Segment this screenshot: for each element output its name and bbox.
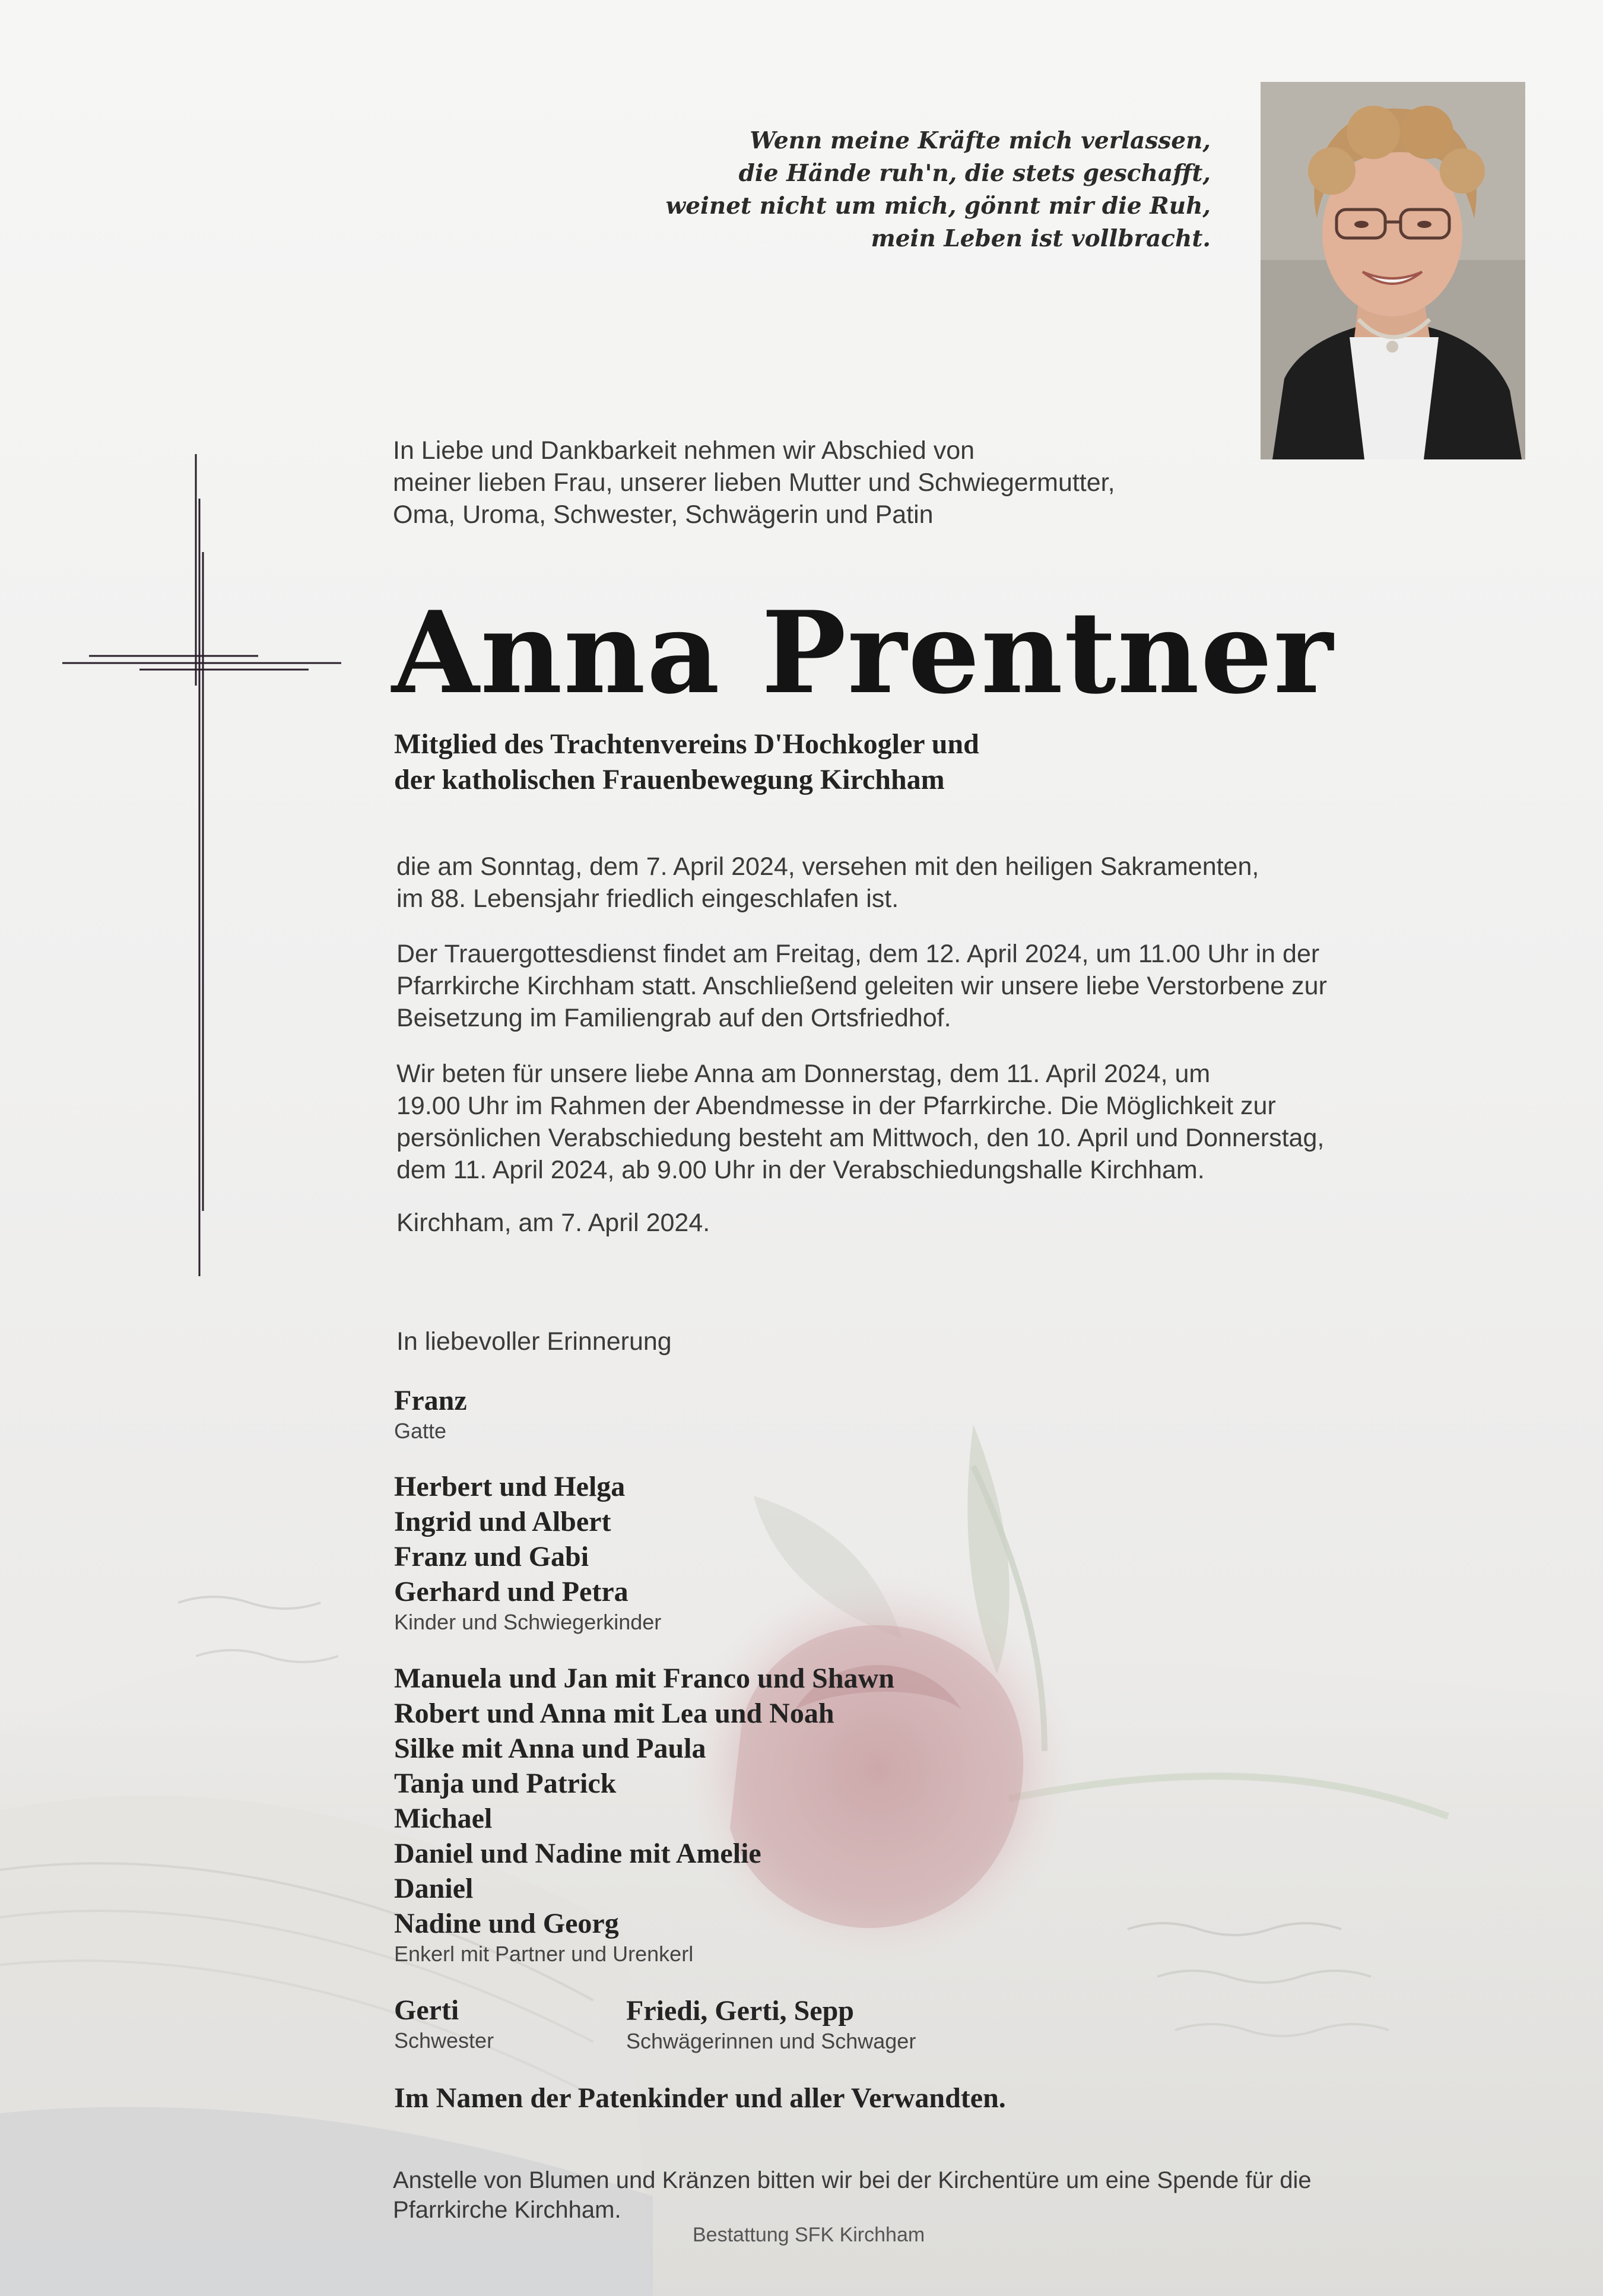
undertaker-credit: Bestattung SFK Kirchham — [693, 2224, 925, 2246]
intro-text — [393, 435, 1115, 531]
intro-line: Oma, Uroma, Schwester, Schwägerin und Patin — [393, 500, 934, 529]
closing-line — [394, 2081, 1006, 2116]
mourner-role: Enkerl mit Partner und Urenkerl — [394, 1942, 694, 1966]
mourner-role: Kinder und Schwiegerkinder — [394, 1610, 662, 1634]
service-line: Pfarrkirche Kirchham statt. Anschließend geleiten wir unsere liebe Verstorbene zur — [396, 972, 1327, 1000]
memory-heading — [396, 1325, 672, 1358]
place-date — [396, 1207, 710, 1239]
verse — [593, 125, 1211, 255]
membership-text — [394, 727, 979, 798]
mourner-name: Ingrid und Albert — [394, 1506, 611, 1537]
donation-line: Pfarrkirche Kirchham. — [393, 2197, 621, 2223]
service-line: Beisetzung im Familiengrab auf den Ortsfriedhof. — [396, 1004, 951, 1032]
mourner-name: Daniel und Nadine mit Amelie — [394, 1838, 761, 1869]
mourner-name: Robert und Anna mit Lea und Noah — [394, 1698, 834, 1729]
mourner-group-in-laws — [626, 1993, 916, 2054]
prayer-line: dem 11. April 2024, ab 9.00 Uhr in der Verabschiedungshalle Kirchham. — [396, 1156, 1205, 1184]
mourner-group-grandchildren — [394, 1661, 894, 1967]
prayer-line: persönlichen Verabschiedung besteht am Mittwoch, den 10. April und Donnerstag, — [396, 1124, 1325, 1152]
intro-line: In Liebe und Dankbarkeit nehmen wir Abschied von — [393, 436, 975, 465]
memory-heading-text: In liebevoller Erinnerung — [396, 1327, 672, 1356]
mourner-name: Nadine und Georg — [394, 1908, 619, 1939]
donation-note — [393, 2165, 1312, 2225]
donation-line: Anstelle von Blumen und Kränzen bitten wir bei der Kirchentüre um eine Spende für die — [393, 2167, 1312, 2193]
mourner-group-spouse — [394, 1383, 467, 1444]
mourner-group-children — [394, 1469, 661, 1635]
mourner-role: Gatte — [394, 1419, 447, 1443]
mourner-name: Michael — [394, 1803, 493, 1834]
mourner-name: Tanja und Patrick — [394, 1768, 617, 1799]
mourner-name: Franz — [394, 1385, 467, 1416]
cross-icon — [59, 451, 350, 1282]
verse-line: mein Leben ist vollbracht. — [871, 225, 1211, 252]
mourner-name: Daniel — [394, 1873, 474, 1904]
mourner-role: Schwester — [394, 2028, 494, 2053]
intro-line: meiner lieben Frau, unserer lieben Mutter und Schwiegermutter, — [393, 468, 1115, 497]
mourner-name: Manuela und Jan mit Franco und Shawn — [394, 1663, 894, 1694]
verse-line: die Hände ruh'n, die stets geschafft, — [738, 160, 1211, 187]
mourner-group-sister — [394, 1993, 494, 2054]
mourner-name: Friedi, Gerti, Sepp — [626, 1995, 854, 2027]
mourner-name: Gerti — [394, 1994, 459, 2026]
death-notice — [396, 851, 1259, 915]
verse-line: Wenn meine Kräfte mich verlassen, — [750, 127, 1211, 154]
verse-line: weinet nicht um mich, gönnt mir die Ruh, — [665, 192, 1211, 220]
death-notice-line: die am Sonntag, dem 7. April 2024, versehen mit den heiligen Sakramenten, — [396, 852, 1259, 881]
closing-text: Im Namen der Patenkinder und aller Verwandten. — [394, 2082, 1006, 2114]
membership-line: Mitglied des Trachtenvereins D'Hochkogler und — [394, 728, 979, 760]
mourner-name: Gerhard und Petra — [394, 1576, 628, 1607]
funeral-service-info — [396, 938, 1327, 1034]
mourner-name: Silke mit Anna und Paula — [394, 1733, 706, 1764]
portrait-photo — [1261, 82, 1525, 459]
mourner-role: Schwägerinnen und Schwager — [626, 2029, 916, 2053]
mourner-name: Herbert und Helga — [394, 1471, 626, 1502]
mourner-name: Franz und Gabi — [394, 1541, 589, 1572]
place-date-text: Kirchham, am 7. April 2024. — [396, 1209, 710, 1237]
membership-line: der katholischen Frauenbewegung Kirchham — [394, 764, 945, 795]
death-notice-line: im 88. Lebensjahr friedlich eingeschlafen ist. — [396, 884, 899, 913]
prayer-line: Wir beten für unsere liebe Anna am Donnerstag, dem 11. April 2024, um — [396, 1060, 1211, 1088]
deceased-name: Anna Prentner — [392, 586, 1334, 719]
service-line: Der Trauergottesdienst findet am Freitag, dem 12. April 2024, um 11.00 Uhr in der — [396, 940, 1320, 968]
prayer-line: 19.00 Uhr im Rahmen der Abendmesse in der Pfarrkirche. Die Möglichkeit zur — [396, 1092, 1276, 1120]
prayer-info — [396, 1058, 1324, 1186]
